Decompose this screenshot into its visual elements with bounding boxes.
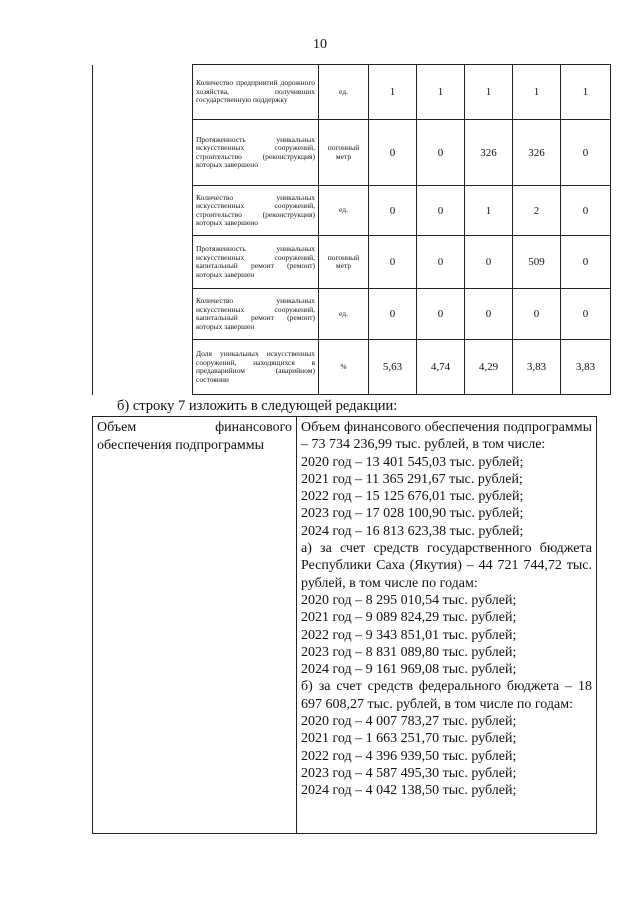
indicator-unit: ед. [319, 65, 369, 120]
indicator-value: 1 [465, 186, 513, 236]
indicator-value: 1 [417, 65, 465, 120]
year-line: 2024 год – 9 161 969,08 тыс. рублей; [301, 662, 517, 678]
finance-table [92, 416, 597, 834]
year-line: 2022 год – 4 396 939,50 тыс. рублей; [301, 748, 517, 764]
indicator-value: 0 [465, 236, 513, 289]
year-line: 2021 год – 11 365 291,67 тыс. рублей; [301, 471, 523, 487]
indicators-table [92, 64, 611, 395]
indicator-value: 4,29 [465, 340, 513, 395]
indicator-name: Количество предприятий дорожного хозяйства, получивших государственную поддержку [193, 65, 319, 120]
indicator-value: 0 [417, 236, 465, 289]
indicator-value: 4,74 [417, 340, 465, 395]
year-line: 2020 год – 8 295 010,54 тыс. рублей; [301, 592, 517, 608]
year-line: 2023 год – 17 028 100,90 тыс. рублей; [301, 506, 524, 522]
page-number: 10 [313, 37, 327, 52]
indicator-unit: погонный метр [319, 120, 369, 186]
indicator-value: 3,83 [513, 340, 561, 395]
indicator-value: 1 [369, 65, 417, 120]
finance-label-line: обеспечения подпрограммы [97, 438, 265, 453]
indicator-value: 0 [561, 236, 611, 289]
indicator-value: 0 [417, 186, 465, 236]
table-row [93, 417, 597, 834]
year-line: 2023 год – 8 831 089,80 тыс. рублей; [301, 644, 517, 660]
indicator-unit: ед. [319, 289, 369, 340]
indicator-name: Протяженность уникальных искусственных сооружений, строительство (реконструкция) которых завершено [193, 120, 319, 186]
finance-content-cell [297, 417, 597, 834]
year-line: 2024 год – 16 813 623,38 тыс. рублей; [301, 523, 524, 539]
indicator-value: 0 [561, 120, 611, 186]
finance-label-cell [93, 417, 297, 834]
indicator-value: 5,63 [369, 340, 417, 395]
indicator-unit: погонный метр [319, 236, 369, 289]
indicator-unit: % [319, 340, 369, 395]
year-line: 2021 год – 1 663 251,70 тыс. рублей; [301, 731, 517, 747]
indicator-value: 326 [513, 120, 561, 186]
federal-intro: б) за счет средств федерального бюджета – 18 697 608,27 тыс. рублей, в том числе по годам: [301, 679, 592, 712]
finance-intro: Объем финансового обеспечения подпрограммы – 73 734 236,99 тыс. рублей, в том числе: [301, 420, 592, 453]
indicator-value: 0 [417, 120, 465, 186]
indicator-unit: ед. [319, 186, 369, 236]
blank-cell [93, 65, 193, 395]
regional-intro: а) за счет средств государственного бюджета Республики Саха (Якутия) – 44 721 744,72 тыс. рублей, в том числе по годам: [301, 541, 592, 591]
indicator-value: 0 [369, 236, 417, 289]
finance-label-word: Объем [97, 420, 137, 435]
indicator-name: Протяженность уникальных искусственных сооружений, капитальный ремонт (ремонт) которых завершен [193, 236, 319, 289]
indicator-value: 0 [561, 186, 611, 236]
indicator-name: Доля уникальных искусственных сооружений, находящихся в предаварийном (аварийном) состоянии [193, 340, 319, 395]
year-line: 2021 год – 9 089 824,29 тыс. рублей; [301, 610, 517, 626]
indicator-name: Количество уникальных искусственных сооружений, капитальный ремонт (ремонт) которых завершен [193, 289, 319, 340]
indicator-value: 0 [417, 289, 465, 340]
year-line: 2024 год – 4 042 138,50 тыс. рублей; [301, 783, 517, 799]
indicator-value: 1 [513, 65, 561, 120]
indicator-value: 326 [465, 120, 513, 186]
year-line: 2022 год – 15 125 676,01 тыс. рублей; [301, 489, 524, 505]
indicator-value: 1 [465, 65, 513, 120]
indicator-value: 1 [561, 65, 611, 120]
year-line: 2020 год – 4 007 783,27 тыс. рублей; [301, 714, 517, 730]
indicator-value: 2 [513, 186, 561, 236]
year-line: 2022 год – 9 343 851,01 тыс. рублей; [301, 627, 517, 643]
year-line: 2020 год – 13 401 545,03 тыс. рублей; [301, 454, 524, 470]
indicator-value: 509 [513, 236, 561, 289]
indicator-value: 0 [369, 186, 417, 236]
finance-label-word: финансового [215, 420, 292, 435]
instruction-text: б) строку 7 изложить в следующей редакции: [117, 398, 398, 414]
finance-label [97, 419, 292, 455]
indicator-value: 3,83 [561, 340, 611, 395]
indicator-value: 0 [513, 289, 561, 340]
year-line: 2023 год – 4 587 495,30 тыс. рублей; [301, 765, 517, 781]
indicator-value: 0 [369, 120, 417, 186]
table-row [93, 65, 611, 120]
indicator-value: 0 [465, 289, 513, 340]
indicator-value: 0 [561, 289, 611, 340]
indicator-name: Количество уникальных искусственных сооружений, строительство (реконструкция) которых завершено [193, 186, 319, 236]
indicator-value: 0 [369, 289, 417, 340]
